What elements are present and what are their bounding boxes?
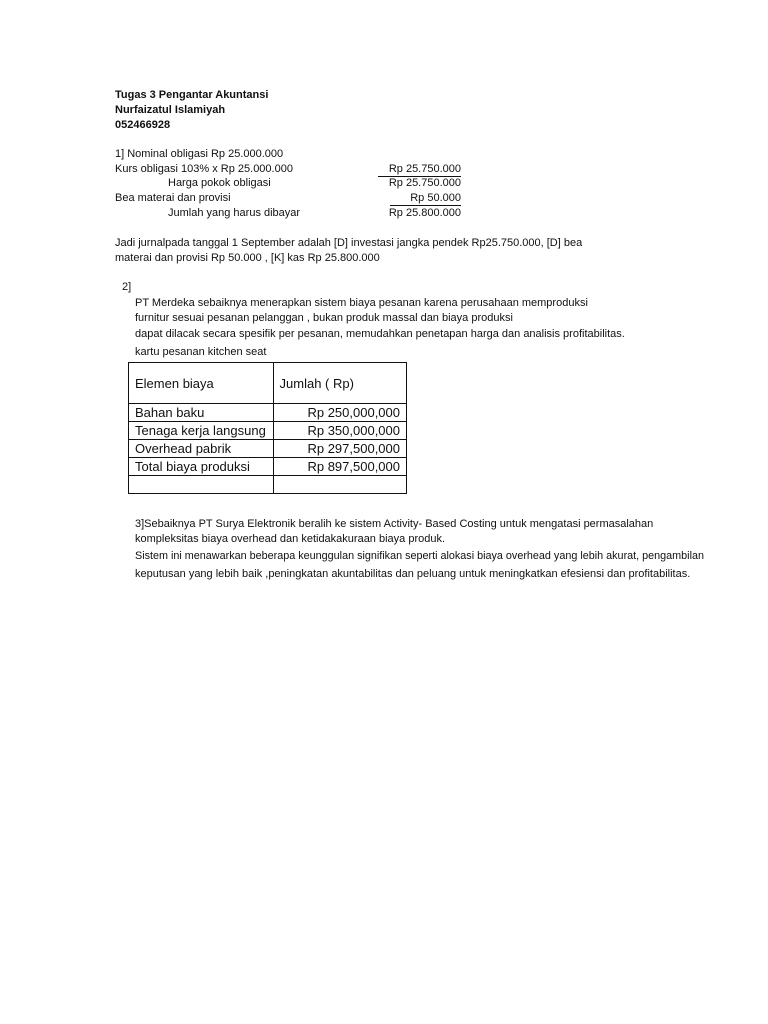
- q1-harga-pokok-value: Rp 25.750.000: [388, 177, 461, 189]
- q3-paragraph-line1: 3]Sebaiknya PT Surya Elektronik beralih ke sistem Activity- Based Costing untuk mengatasi permasalahan: [135, 518, 654, 530]
- student-name: Nurfaizatul Islamiyah: [115, 104, 226, 116]
- table-row: [129, 440, 407, 458]
- q3-paragraph-line4: keputusan yang lebih baik ,peningkatan akuntabilitas dan peluang untuk meningkatkan efesiensi dan profitabilitas.: [135, 568, 691, 580]
- q2-number: 2]: [122, 281, 132, 293]
- q1-nominal-line: 1] Nominal obligasi Rp 25.000.000: [115, 148, 284, 160]
- q1-jumlah-value: Rp 25.800.000: [388, 207, 461, 219]
- student-id: 052466928: [115, 119, 171, 131]
- table-cell-label: Overhead pabrik: [129, 440, 274, 458]
- q1-jumlah-label: Jumlah yang harus dibayar: [168, 207, 301, 219]
- table-cell-amount: Rp 297,500,000: [273, 440, 406, 458]
- table-header-row: [129, 363, 407, 404]
- table-cell-amount: Rp 350,000,000: [273, 422, 406, 440]
- q1-harga-pokok-label: Harga pokok obligasi: [168, 177, 271, 189]
- q1-kurs-value: Rp 25.750.000: [378, 162, 461, 177]
- table-empty-cell: [129, 476, 274, 494]
- q1-bea-materai-value: Rp 50.000: [390, 191, 461, 206]
- q2-paragraph-line3: dapat dilacak secara spesifik per pesanan, memudahkan penetapan harga dan analisis profitabilitas.: [135, 328, 625, 340]
- table-row: [129, 458, 407, 476]
- job-order-cost-table: [128, 362, 407, 494]
- table-cell-amount: Rp 897,500,000: [273, 458, 406, 476]
- q1-conclusion-line1: Jadi jurnalpada tanggal 1 September adalah [D] investasi jangka pendek Rp25.750.000, [D] bea: [115, 237, 583, 249]
- q2-paragraph-line2: furnitur sesuai pesanan pelanggan , bukan produk massal dan biaya produksi: [135, 312, 513, 324]
- document-title: Tugas 3 Pengantar Akuntansi: [115, 89, 269, 101]
- q1-kurs-label: Kurs obligasi 103% x Rp 25.000.000: [115, 163, 293, 175]
- table-row: [129, 422, 407, 440]
- table-header-cell: Jumlah ( Rp): [273, 363, 406, 404]
- q3-paragraph-line3: Sistem ini menawarkan beberapa keunggulan signifikan seperti alokasi biaya overhead yang lebih akurat, pengambilan: [135, 550, 704, 562]
- q2-paragraph-line1: PT Merdeka sebaiknya menerapkan sistem biaya pesanan karena perusahaan memproduksi: [135, 297, 588, 309]
- table-header-cell: Elemen biaya: [129, 363, 274, 404]
- table-empty-cell: [273, 476, 406, 494]
- table-cell-label: Tenaga kerja langsung: [129, 422, 274, 440]
- table-empty-row: [129, 476, 407, 494]
- q2-table-caption: kartu pesanan kitchen seat: [135, 346, 267, 358]
- table-cell-label: Bahan baku: [129, 404, 274, 422]
- q1-bea-materai-label: Bea materai dan provisi: [115, 192, 231, 204]
- q3-paragraph-line2: kompleksitas biaya overhead dan ketidakakuraan biaya produk.: [135, 533, 446, 545]
- table-row: [129, 404, 407, 422]
- table-cell-amount: Rp 250,000,000: [273, 404, 406, 422]
- table-cell-label: Total biaya produksi: [129, 458, 274, 476]
- q1-conclusion-line2: materai dan provisi Rp 50.000 , [K] kas Rp 25.800.000: [115, 252, 380, 264]
